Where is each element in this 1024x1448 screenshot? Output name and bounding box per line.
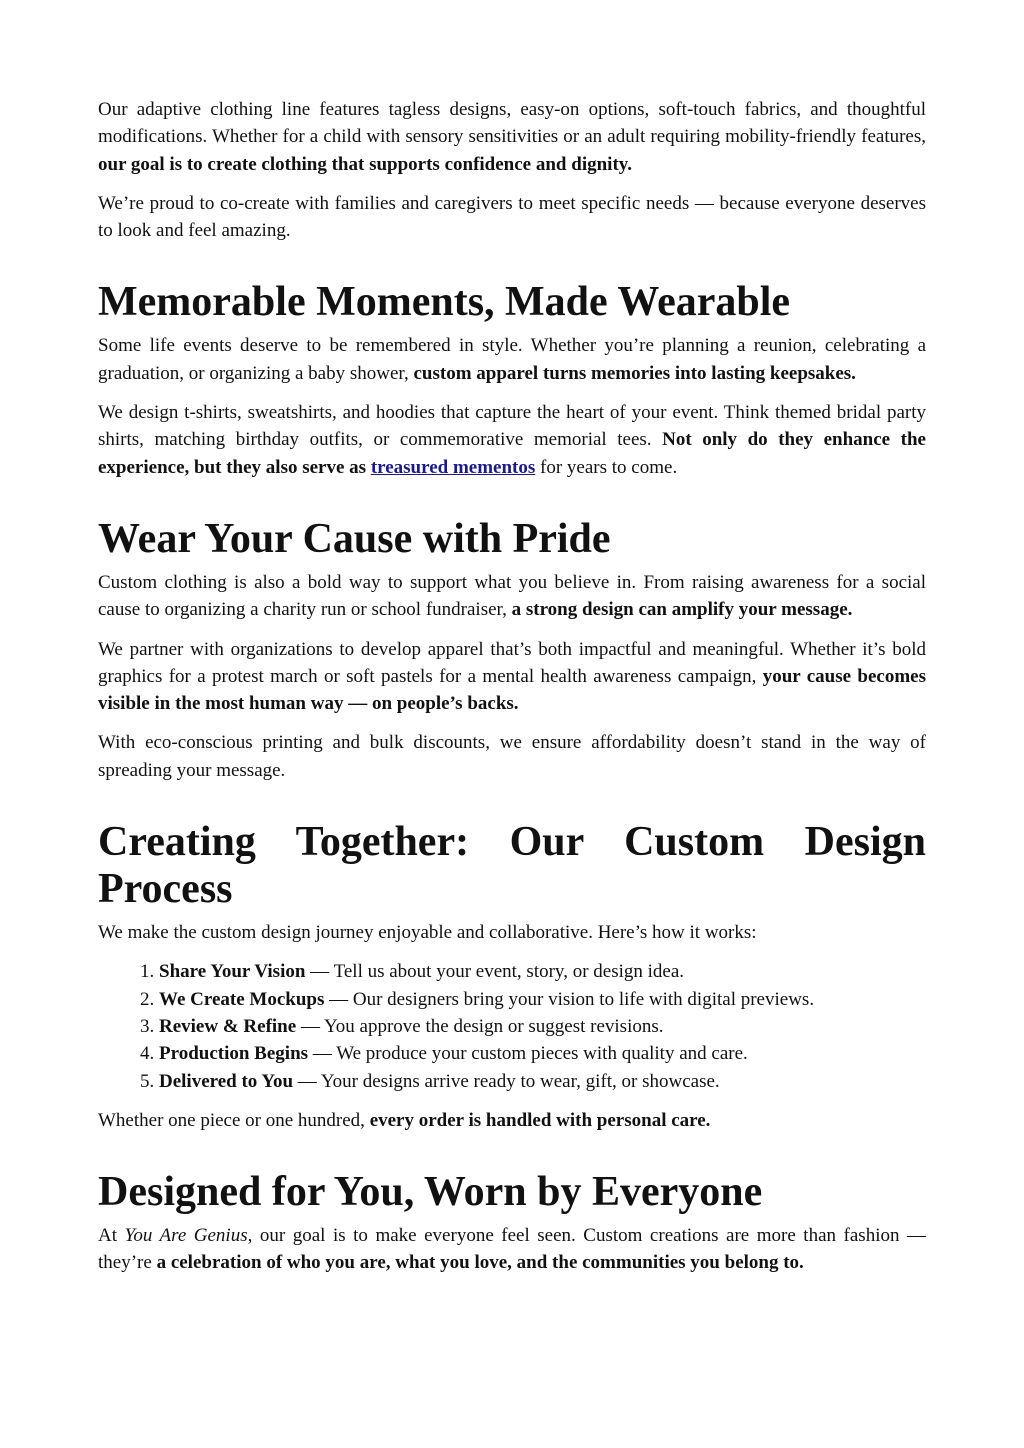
heading-creating-together: Creating Together: Our Custom Design Process — [98, 819, 926, 913]
process-intro-text: We make the custom design journey enjoyable and collaborative. Here’s how it works: — [98, 922, 757, 944]
step-title: Share Your Vision — [159, 961, 306, 983]
brand-name: You Are Genius — [124, 1225, 248, 1247]
process-step — [159, 1068, 926, 1095]
process-outro-text: Whether one piece or one hundred, — [98, 1109, 370, 1131]
cause-paragraph-3 — [98, 729, 926, 784]
intro-p1-text: Our adaptive clothing line features tagless designs, easy-on options, soft-touch fabrics, and thoughtful modifications. Whether for a child with sensory sensitivities or an adult requiring mobility-friendly features, — [98, 99, 926, 148]
process-outro — [98, 1107, 926, 1134]
step-description: — We produce your custom pieces with quality and care. — [308, 1043, 748, 1065]
step-description: — Tell us about your event, story, or design idea. — [305, 961, 685, 983]
process-step — [159, 1013, 926, 1040]
memorable-paragraph-1 — [98, 332, 926, 387]
step-title: We Create Mockups — [159, 988, 325, 1010]
intro-p1-bold: our goal is to create clothing that supports confidence and dignity. — [98, 153, 632, 175]
process-steps-list — [98, 958, 926, 1094]
designed-paragraph-1 — [98, 1222, 926, 1277]
memorable-p1-bold: custom apparel turns memories into lasting keepsakes. — [413, 362, 856, 384]
cause-p3-text: With eco-conscious printing and bulk discounts, we ensure affordability doesn’t stand in the way of spreading your message. — [98, 732, 926, 781]
intro-paragraph-1 — [98, 96, 926, 178]
step-description: — Your designs arrive ready to wear, gift, or showcase. — [293, 1070, 720, 1092]
step-description: — You approve the design or suggest revisions. — [296, 1015, 664, 1037]
step-description: — Our designers bring your vision to life with digital previews. — [324, 988, 815, 1010]
designed-p1-start: At — [98, 1225, 125, 1247]
cause-p2-text: We partner with organizations to develop apparel that’s both impactful and meaningful. Whether it’s bold graphics for a protest march or soft pastels for a mental health awareness campaign, — [98, 638, 926, 687]
process-intro — [98, 919, 926, 946]
designed-p1-text: , our goal is to make everyone feel seen. Custom creations are more than fashion — they’re — [98, 1225, 926, 1274]
memorable-paragraph-2 — [98, 399, 926, 481]
process-step — [159, 1040, 926, 1067]
heading-wear-your-cause: Wear Your Cause with Pride — [98, 515, 611, 562]
process-outro-bold: every order is handled with personal care. — [369, 1109, 711, 1131]
designed-p1-bold: a celebration of who you are, what you love, and the communities you belong to. — [156, 1252, 804, 1274]
intro-paragraph-2 — [98, 190, 926, 245]
cause-paragraph-2 — [98, 636, 926, 718]
heading-designed-for-you: Designed for You, Worn by Everyone — [98, 1169, 763, 1216]
cause-p1-bold: a strong design can amplify your message. — [511, 599, 853, 621]
cause-p2-bold: your cause becomes visible in the most human way — on people’s backs. — [98, 665, 926, 715]
process-step — [159, 986, 926, 1013]
memorable-p2-end: for years to come. — [535, 456, 678, 478]
treasured-mementos-link[interactable]: treasured mementos — [370, 456, 536, 478]
step-title: Production Begins — [159, 1043, 309, 1065]
step-title: Review & Refine — [159, 1015, 297, 1037]
intro-p2-text: We’re proud to co-create with families and caregivers to meet specific needs — because everyone deserves to look and feel amazing. — [98, 192, 926, 242]
document-page — [98, 96, 926, 1289]
cause-p1-text: Custom clothing is also a bold way to support what you believe in. From raising awareness for a social cause to organizing a charity run or school fundraiser, — [98, 571, 926, 621]
step-title: Delivered to You — [159, 1070, 294, 1092]
memorable-p1-text: Some life events deserve to be remembered in style. Whether you’re planning a reunion, celebrating a graduation, or organizing a baby shower, — [98, 335, 926, 384]
heading-memorable-moments: Memorable Moments, Made Wearable — [98, 279, 791, 326]
cause-paragraph-1 — [98, 569, 926, 624]
memorable-p2-bold: Not only do they enhance the experience, but they also serve as — [98, 429, 926, 478]
memorable-p2-text: We design t-shirts, sweatshirts, and hoodies that capture the heart of your event. Think themed bridal party shirts, matching birthday outfits, or commemorative memorial tees. — [98, 402, 926, 451]
process-step — [159, 958, 926, 985]
